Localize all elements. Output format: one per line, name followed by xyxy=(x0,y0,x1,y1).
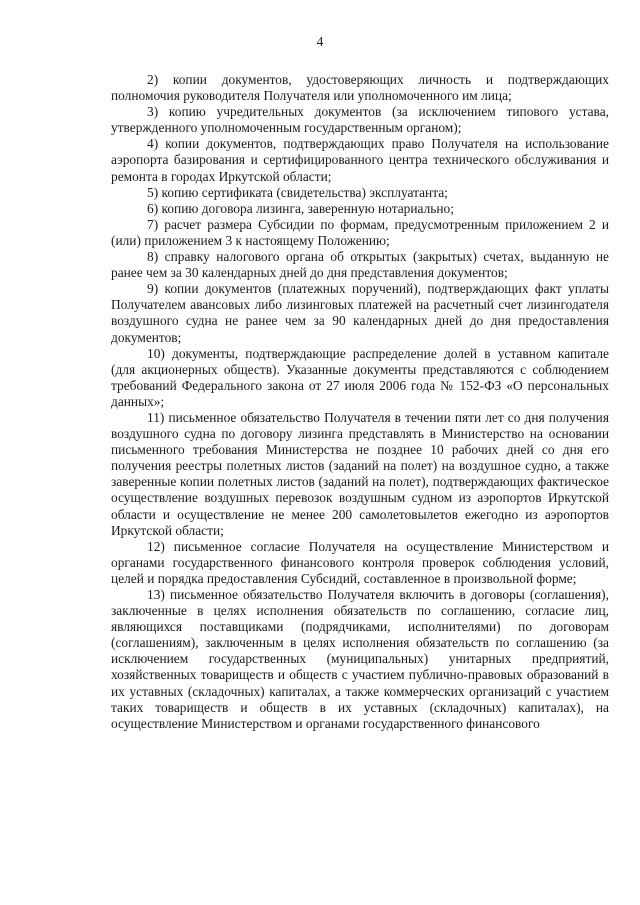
list-item-7: 7) расчет размера Субсидии по формам, предусмотренным приложением 2 и (или) приложением 3 к настоящему Положению; xyxy=(111,216,609,248)
list-item-6: 6) копию договора лизинга, заверенную нотариально; xyxy=(147,200,454,216)
document-body xyxy=(111,72,609,732)
list-item-8: 8) справку налогового органа об открытых (закрытых) счетах, выданную не ранее чем за 30 календарных дней до дня представления документов; xyxy=(111,249,609,281)
list-item-5: 5) копию сертификата (свидетельства) эксплуатанта; xyxy=(147,184,448,200)
list-item-4: 4) копии документов, подтверждающих право Получателя на использование аэропорта базирования и сертифицированного центра технического обслуживания и ремонта в городах Иркутской области; xyxy=(111,136,609,184)
list-item-3: 3) копию учредительных документов (за исключением типового устава, утвержденного уполномоченным государственным органом); xyxy=(111,104,609,136)
list-item-13: 13) письменное обязательство Получателя включить в договоры (соглашения), заключенные в целях исполнения обязательств по соглашению, согласие лиц, являющихся поставщиками (подрядчиками, исполнителями) по договорам (соглашениям), заключенным в целях исполнения обязательств по соглашению (за исключением государственных (муниципальных) унитарных предприятий, хозяйственных товариществ и обществ с участием публично-правовых образований в их уставных (складочных) капиталах, а также коммерческих организаций с участием таких товариществ и обществ в их уставных (складочных) капиталах), на осуществление Министерством и органами государственного финансового xyxy=(111,587,609,731)
list-item-9: 9) копии документов (платежных поручений), подтверждающих факт уплаты Получателем авансовых либо лизинговых платежей на расчетный счет лизингодателя воздушного судна не ранее чем за 90 календарных дней до дня предоставления документов; xyxy=(111,281,609,345)
list-item-2: 2) копии документов, удостоверяющих личность и подтверждающих полномочия руководителя Получателя или уполномоченного им лица; xyxy=(111,72,609,104)
list-item-11: 11) письменное обязательство Получателя в течении пяти лет со дня получения воздушного судна по договору лизинга представлять в Министерство на основании письменного требования Министерства не позднее 10 рабочих дней со дня его получения реестры полетных листов (заданий на полет) на воздушное судно, а также заверенные копии полетных листов (заданий на полет), подтверждающих фактическое осуществление воздушных перевозок воздушным судном из аэропортов Иркутской области и осуществление не менее 200 самолетовылетов ежегодно из аэропортов Иркутской области; xyxy=(111,409,609,538)
list-item-10: 10) документы, подтверждающие распределение долей в уставном капитале (для акционерных обществ). Указанные документы представляются с соблюдением требований Федерального закона от 27 июля 2006 года № 152-ФЗ «О персональных данных»; xyxy=(111,345,609,409)
page-number: 4 xyxy=(316,34,324,49)
list-item-12: 12) письменное согласие Получателя на осуществление Министерством и органами государственного финансового контроля проверок соблюдения условий, целей и порядка предоставления Субсидий, составленное в произвольной форме; xyxy=(111,538,609,586)
